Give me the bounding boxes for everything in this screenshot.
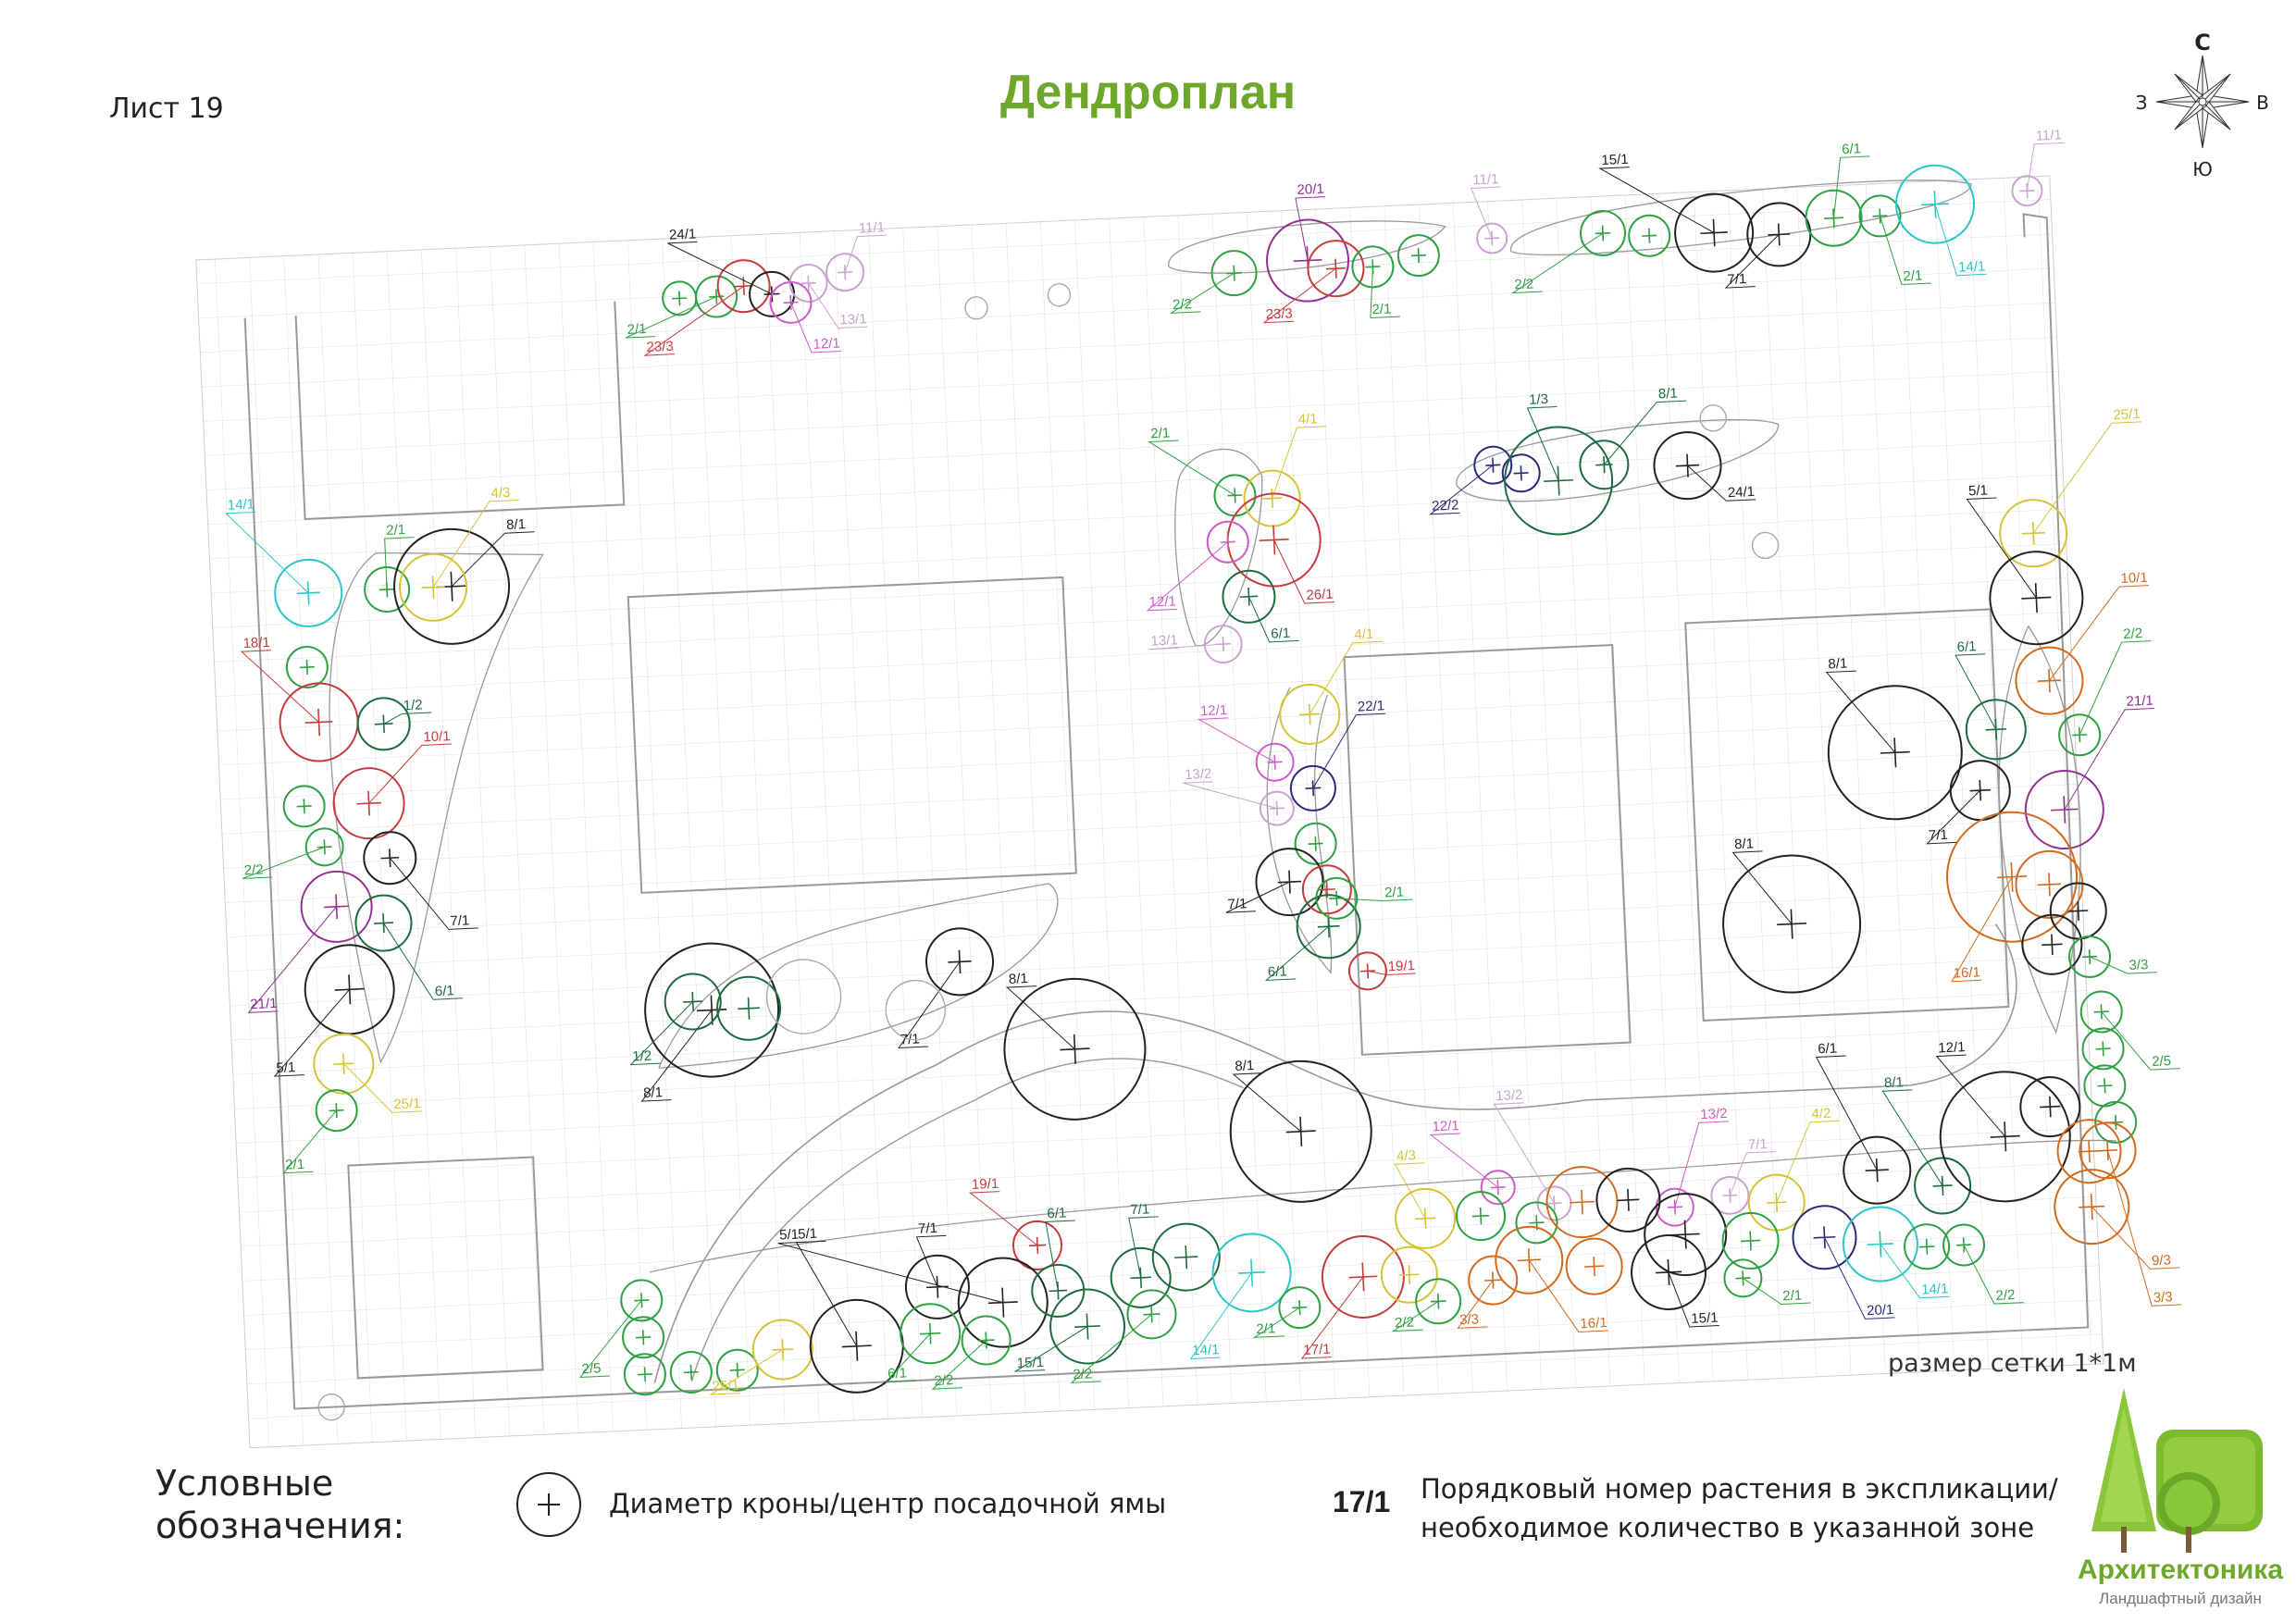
plant-code-label: 6/1 (1270, 625, 1291, 642)
plant-code-label: 1/2 (403, 697, 424, 714)
plant-code-label: 2/1 (627, 321, 647, 338)
legend-heading-line1: Условные (155, 1463, 334, 1504)
plant-code-label: 10/1 (2120, 569, 2149, 588)
plant-code-label: 2/1 (1903, 267, 1923, 285)
plant-code-label: 2/2 (934, 1372, 954, 1390)
plant-code-label: 2/2 (1514, 276, 1534, 293)
plant-code-label: 2/2 (243, 861, 264, 879)
plant-code-label: 2/2 (1394, 1314, 1415, 1332)
plant-code-label: 6/1 (887, 1365, 908, 1382)
plant-code-label: 6/1 (1956, 638, 1977, 656)
plant-code-label: 7/1 (1130, 1201, 1150, 1219)
plant-code-label: 4/3 (490, 484, 511, 502)
plant-code-label: 7/1 (1227, 896, 1247, 913)
plant-code-label: 14/1 (1191, 1342, 1220, 1359)
plant-code-label: 8/1 (642, 1084, 664, 1102)
plant-code-label: 19/1 (971, 1175, 999, 1194)
plant-code-label: 14/1 (1920, 1281, 1949, 1298)
label-leader-line (2108, 1147, 2182, 1307)
plant-code-label: 24/1 (1727, 483, 1756, 502)
page-title: Дендроплан (999, 66, 1297, 119)
compass-w: З (2135, 92, 2148, 114)
plant-code-label: 18/1 (242, 634, 271, 652)
brand-name: Архитектоника (2078, 1555, 2283, 1585)
plant-code-label: 5/1 (778, 1226, 800, 1244)
plant-code-label: 2/1 (1255, 1320, 1276, 1338)
plant-code-label: 17/1 (1303, 1341, 1332, 1358)
plant-code-label: 12/1 (1937, 1039, 1966, 1057)
plant-code-label: 26/1 (1306, 586, 1334, 603)
plant-code-label: 8/1 (1657, 385, 1679, 403)
plant-code-label: 6/1 (434, 983, 455, 1000)
plant-code-label: 8/1 (1733, 836, 1755, 853)
plant-code-label: 14/1 (227, 496, 255, 514)
plant-code-label: 4/2 (1811, 1105, 1831, 1122)
plant-code-label: 23/3 (646, 338, 675, 356)
legend-code-text (1421, 1469, 2058, 1547)
plant-code-label: 1/3 (1528, 390, 1549, 408)
plant-code-label: 4/1 (1354, 626, 1374, 643)
plant-code-label: 5/1 (797, 1225, 818, 1243)
plant-code-label: 8/1 (1828, 655, 1848, 673)
plant-code-label: 22/2 (1431, 497, 1459, 514)
label-leader-line (2076, 641, 2155, 736)
plant-code-label: 7/1 (917, 1220, 938, 1237)
compass-e: В (2256, 92, 2269, 114)
plant-code-label: 11/1 (858, 219, 886, 237)
plant-code-label: 2/2 (1172, 296, 1193, 314)
plant-code-label: 2/1 (1384, 884, 1405, 901)
plant-code-label: 8/1 (1008, 971, 1029, 987)
plant-code-label: 2/1 (385, 522, 406, 539)
plant-code-label: 13/2 (1699, 1105, 1728, 1123)
plant-code-label: 13/2 (1495, 1086, 1523, 1105)
plant-code-label: 2/2 (1995, 1287, 2016, 1304)
plant-code-label: 5/1 (1967, 482, 1989, 500)
plant-code-label: 22/1 (1357, 698, 1385, 715)
plant-code-label: 24/1 (668, 226, 697, 243)
planting-hole-center-icon (2097, 1078, 2113, 1094)
plant-code-label: 21/1 (249, 995, 278, 1013)
legend-heading (155, 1462, 404, 1547)
plant-code-label: 6/1 (1267, 963, 1288, 981)
plant-code-label: 12/1 (1148, 593, 1177, 611)
legend-code-text-line1: Порядковый номер растения в экспликации/ (1421, 1473, 2058, 1505)
plant-code-label: 7/1 (900, 1031, 921, 1048)
legend-code-text-line2: необходимое количество в указанной зоне (1421, 1512, 2035, 1543)
crown-diameter-symbol-icon (514, 1469, 584, 1540)
plant-code-label: 15/1 (1016, 1354, 1045, 1372)
plant-code-label: 8/1 (505, 516, 527, 534)
plant-code-label: 20/1 (1866, 1301, 1894, 1319)
legend-crown-text: Диаметр кроны/центр посадочной ямы (609, 1488, 1167, 1519)
plant-code-label: 2/1 (1149, 425, 1171, 442)
plant-code-label: 3/3 (2153, 1289, 2174, 1307)
plant-code-label: 8/1 (1883, 1074, 1905, 1092)
brand-tagline: Ландшафтный дизайн (2099, 1590, 2262, 1607)
planting-hole-center-icon (2095, 1041, 2111, 1057)
plant-code-label: 11/1 (1471, 171, 1499, 189)
plant-code-label: 10/1 (423, 728, 451, 746)
plant-code-label: 2/5 (2151, 1053, 2172, 1071)
compass-n: С (2194, 30, 2211, 56)
plant-code-label: 6/1 (1047, 1205, 1067, 1222)
plant-code-label: 3/3 (1458, 1311, 1480, 1329)
plant-code-label: 13/1 (839, 311, 867, 328)
plant-code-label: 7/1 (1727, 271, 1747, 288)
plant-code-label: 12/1 (813, 335, 841, 353)
plant-code-label: 12/1 (1199, 701, 1228, 720)
plant-code-label: 4/3 (1396, 1147, 1417, 1165)
plant-code-label: 25/1 (2113, 405, 2141, 424)
company-logo-icon (2087, 1383, 2272, 1555)
plant-code-label: 13/1 (1150, 632, 1179, 650)
sheet-number: Лист 19 (109, 93, 224, 125)
plant-code-label: 25/1 (712, 1377, 740, 1394)
plant-code-label: 5/1 (276, 1059, 296, 1076)
plant-code-label: 1/2 (631, 1047, 652, 1065)
plant-code-label: 23/3 (1265, 305, 1294, 323)
plant-code-label: 20/1 (1297, 180, 1325, 198)
site-grid (196, 176, 2104, 1448)
plant-code-label: 11/1 (2035, 127, 2063, 144)
plant-code-label: 2/2 (1073, 1366, 1093, 1383)
plant-code-label: 15/1 (1601, 151, 1630, 169)
plant-code-label: 14/1 (1957, 258, 1986, 276)
plant-code-label: 6/1 (1817, 1040, 1838, 1058)
plant-code-label: 16/1 (1953, 964, 1981, 982)
plant-code-label: 13/2 (1184, 765, 1212, 784)
plant-code-label: 6/1 (1841, 141, 1862, 158)
legend-heading-line2: обозначения: (155, 1505, 405, 1546)
compass-s: Ю (2192, 158, 2213, 180)
grid-size-note: размер сетки 1*1м (1888, 1349, 2137, 1378)
plant-code-label: 2/5 (581, 1360, 602, 1378)
plant-code-label: 4/1 (1297, 411, 1319, 428)
plant-code-label: 12/1 (1432, 1118, 1460, 1135)
plant-code-label: 7/1 (1747, 1135, 1769, 1153)
plant-code-label: 7/1 (1928, 826, 1949, 844)
plant-code-label: 2/1 (1371, 301, 1392, 318)
plant-code-label: 8/1 (1235, 1058, 1255, 1074)
plant-code-label: 2/2 (2122, 626, 2143, 642)
plant-code-label: 2/1 (1781, 1287, 1803, 1305)
plant-code-label: 19/1 (1387, 958, 1416, 975)
plant-code-label: 3/3 (2128, 957, 2149, 974)
plant-code-label: 16/1 (1580, 1315, 1608, 1332)
plant-code-label: 25/1 (393, 1095, 421, 1113)
plant-code-label: 9/3 (2151, 1252, 2172, 1270)
plant-code-label: 21/1 (2126, 692, 2154, 710)
plant-code-label: 7/1 (450, 912, 470, 930)
legend-code-sample: 17/1 (1333, 1485, 1391, 1518)
plant-code-label: 2/1 (284, 1156, 305, 1173)
plant-code-label: 15/1 (1690, 1309, 1719, 1327)
